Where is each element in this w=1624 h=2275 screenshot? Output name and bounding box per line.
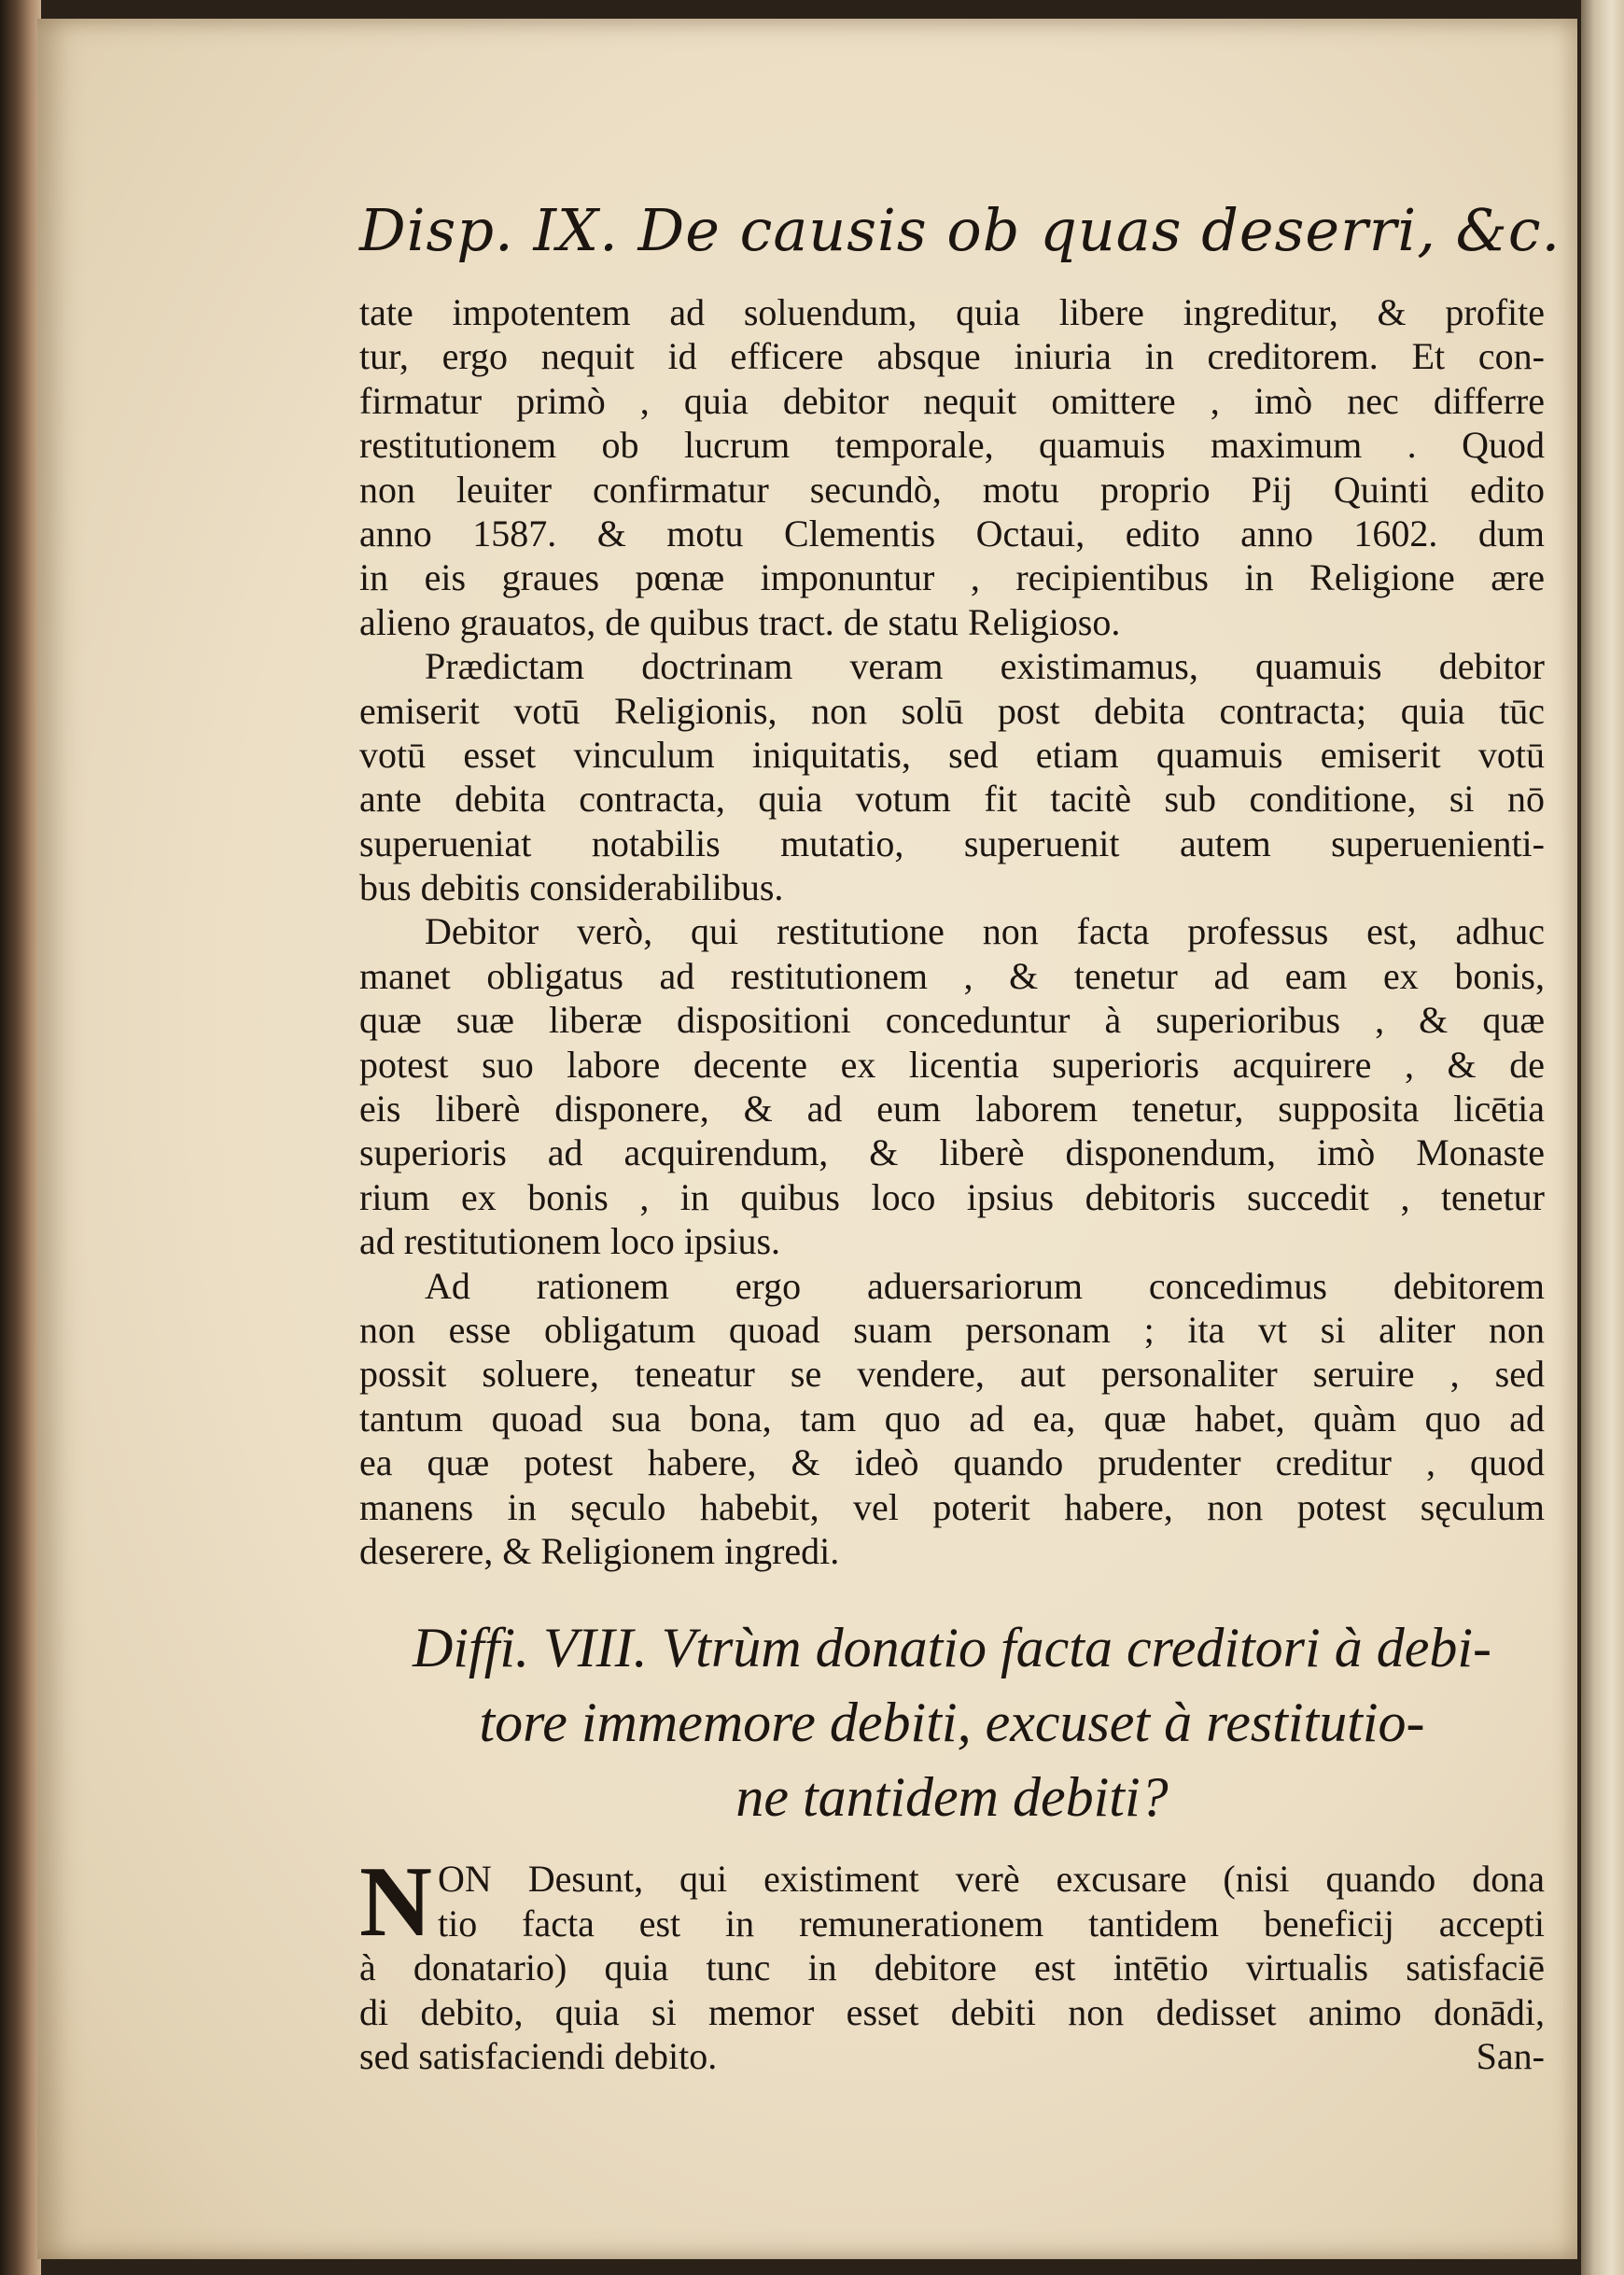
running-head: Disp. IX. De causis ob quas deserri, &c. <box>359 196 1561 264</box>
text-line: in eis graues pœnæ imponuntur , recipientibus in Religione ære <box>359 556 1545 599</box>
text-line: non leuiter confirmatur secundò, motu proprio Pij Quinti edito <box>359 468 1545 511</box>
text-line: manet obligatus ad restitutionem , & tenetur ad eam ex bonis, <box>359 954 1545 997</box>
text-line: deserere, & Religionem ingredi. <box>359 1529 840 1572</box>
heading-line: ne tantidem debiti? <box>735 1766 1169 1829</box>
text-line: votū esset vinculum iniquitatis, sed etiam quamuis emiserit votū <box>359 733 1545 776</box>
heading-line: tore immemore debiti, excuset à restitutio- <box>479 1692 1425 1754</box>
catchword: San- <box>1476 2034 1545 2077</box>
text-line: rium ex bonis , in quibus loco ipsius debitoris succedit , tenetur <box>359 1175 1545 1218</box>
text-line: possit soluere, teneatur se vendere, aut personaliter seruire , sed <box>359 1353 1545 1396</box>
text-line: Debitor verò, qui restitutione non facta professus est, adhuc <box>425 910 1545 953</box>
text-line-with-catchword <box>359 2034 1545 2078</box>
text-line: eis liberè disponere, & ad eum laborem tenetur, supposita licētia <box>359 1088 1545 1130</box>
text-line: tate impotentem ad soluendum, quia libere ingreditur, & profite <box>359 291 1545 333</box>
text-line: potest suo labore decente ex licentia superioris acquirere , & de <box>359 1043 1545 1086</box>
text-line: firmatur primò , quia debitor nequit omittere , imò nec differre <box>359 379 1545 422</box>
paragraph-3 <box>359 909 1545 1263</box>
paragraph-2 <box>359 644 1545 909</box>
text-line: quæ suæ liberæ dispositioni conceduntur à superioribus , & quæ <box>359 999 1545 1042</box>
paragraph-4 <box>359 1264 1545 1574</box>
text-line: ON Desunt, qui existiment verè excusare (nisi quando dona <box>438 1858 1545 1901</box>
text-line: ante debita contracta, quia votum fit tacitè sub conditione, si nō <box>359 778 1545 821</box>
text-line: tio facta est in remunerationem tantidem beneficij accepti <box>438 1902 1545 1945</box>
text-line: ad restitutionem loco ipsius. <box>359 1220 781 1263</box>
text-line: alieno grauatos, de quibus tract. de statu Religioso. <box>359 600 1121 643</box>
drop-cap: N <box>359 1847 432 1959</box>
text-line: di debito, quia si memor esset debiti non dedisset animo donādi, <box>359 1990 1545 2033</box>
text-line: bus debitis considerabilibus. <box>359 866 784 909</box>
heading-line: Diffi. VIII. Vtrùm donatio facta creditori à debi- <box>413 1617 1491 1679</box>
book-edge-right <box>1581 0 1624 2275</box>
text-line: non esse obligatum quoad suam personam ; ita vt si aliter non <box>359 1308 1545 1351</box>
text-line: Ad rationem ergo aduersariorum concedimus debitorem <box>425 1264 1545 1307</box>
section-heading <box>359 1610 1545 1834</box>
text-line: à donatario) quia tunc in debitore est intētio virtualis satisfaciē <box>359 1946 1545 1989</box>
text-line: superioris ad acquirendum, & liberè disponendum, imò Monaste <box>359 1131 1545 1174</box>
text-line: ea quæ potest habere, & ideò quando prudenter creditur , quod <box>359 1441 1545 1484</box>
book-gutter-left <box>0 0 41 2275</box>
text-line: superueniat notabilis mutatio, superuenit autem superuenienti- <box>359 822 1545 864</box>
text-line: Prædictam doctrinam veram existimamus, quamuis debitor <box>425 645 1545 688</box>
text-line: tantum quoad sua bona, tam quo ad ea, quæ habet, quàm quo ad <box>359 1397 1545 1439</box>
text-line: anno 1587. & motu Clementis Octaui, edito anno 1602. dum <box>359 512 1545 555</box>
text-line: tur, ergo nequit id efficere absque iniuria in creditorem. Et con- <box>359 335 1545 378</box>
text-line: restitutionem ob lucrum temporale, quamuis maximum . Quod <box>359 424 1545 467</box>
page-content <box>359 177 1561 2078</box>
text-line: emiserit votū Religionis, non solū post debita contracta; quia tūc <box>359 689 1545 732</box>
paragraph-5 <box>359 1847 1545 2078</box>
paragraph-1 <box>359 290 1545 644</box>
text-line: sed satisfaciendi debito. <box>359 2034 718 2077</box>
text-line: manens in sęculo habebit, vel poterit habere, non potest sęculum <box>359 1485 1545 1528</box>
book-page <box>37 19 1577 2259</box>
